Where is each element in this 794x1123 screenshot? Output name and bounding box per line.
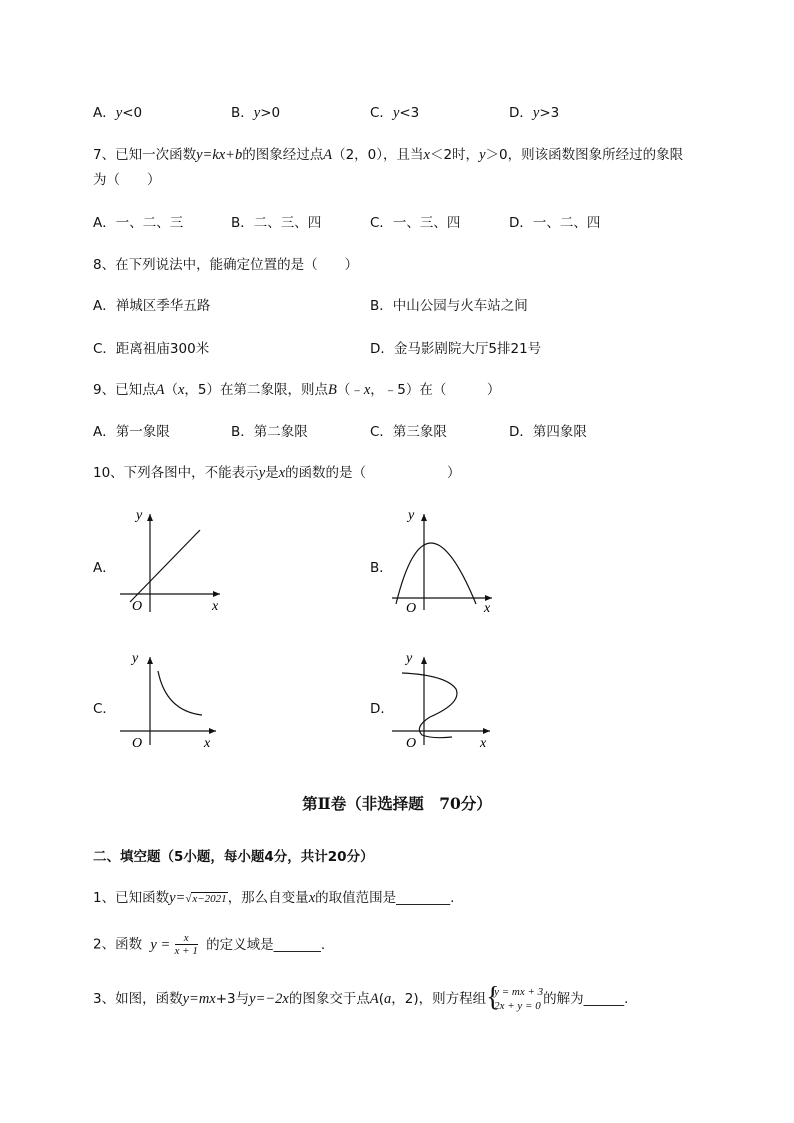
- x-axis-label: x: [204, 736, 211, 751]
- stem-text: 3、如图，函数: [93, 991, 183, 1007]
- q7-option-d: D．一、二、四: [509, 215, 601, 231]
- y-axis-label: y: [132, 651, 139, 666]
- fill-question-3: [93, 982, 629, 1013]
- graph-c: [112, 645, 227, 755]
- formula: y=: [169, 890, 186, 906]
- formula: x: [278, 465, 286, 481]
- q6-option-d: [509, 101, 559, 122]
- formula: A: [369, 991, 379, 1007]
- stem-text: +3与: [215, 991, 250, 1007]
- equation-system: [486, 982, 544, 1013]
- q8-option-d: D．金马影剧院大厅5排21号: [370, 341, 542, 357]
- option-text: >3: [539, 105, 560, 121]
- formula: B: [327, 382, 337, 398]
- stem-text: ＞0，则该函数图象所经过的象限: [485, 147, 684, 163]
- stem-text: 10、下列各图中，不能表示: [93, 465, 259, 481]
- origin-label: O: [406, 736, 417, 751]
- q9-option-d: D．第四象限: [509, 424, 587, 440]
- question-10-stem: [93, 461, 461, 482]
- option-label: D．: [509, 105, 533, 121]
- q8-option-c: C．距离祖庙300米: [93, 341, 210, 357]
- section-heading: 二、填空题（5小题，每小题4分，共计20分）: [93, 849, 374, 865]
- option-text: <0: [122, 105, 143, 121]
- stem-text: 的取值范围是________.: [315, 890, 455, 906]
- stem-text: ，﹣5）在（ ）: [370, 382, 501, 398]
- option-var: y: [253, 105, 261, 121]
- fill-question-1: [93, 886, 454, 907]
- parabola-curve: [396, 543, 476, 604]
- graph-b: [386, 502, 501, 617]
- formula: A: [323, 147, 333, 163]
- graph-a-label: A．: [93, 560, 116, 576]
- option-label: A．: [93, 105, 116, 121]
- question-8-stem: 8、在下列说法中，能确定位置的是（ ）: [93, 257, 359, 273]
- graph-d: [386, 645, 501, 755]
- option-var: y: [115, 105, 123, 121]
- stem-text: 2、函数: [93, 936, 143, 953]
- hyperbola-curve: [158, 671, 202, 715]
- y-axis-arrow-icon: [147, 657, 153, 664]
- q7-option-a: A．一、二、三: [93, 215, 184, 231]
- stem-text: ，2)，则方程组: [391, 991, 487, 1007]
- option-var: y: [392, 105, 400, 121]
- formula: x: [423, 147, 430, 163]
- formula: A: [155, 382, 165, 398]
- denominator: x + 1: [174, 945, 198, 957]
- y-axis-arrow-icon: [421, 657, 427, 664]
- graph-b-label: B．: [370, 560, 393, 576]
- linear-curve: [130, 530, 200, 602]
- question-7-stem-line2: 为（ ）: [93, 172, 161, 188]
- stem-text: ，5）在第二象限，则点: [184, 382, 328, 398]
- y-axis-label: y: [136, 508, 143, 523]
- x-axis-arrow-icon: [209, 728, 216, 734]
- stem-text: 的函数的是（ ）: [285, 465, 461, 481]
- origin-label: O: [132, 599, 143, 614]
- sqrt-expression: √x−2021: [185, 893, 227, 905]
- formula: y=kx+b: [196, 147, 243, 163]
- origin-label: O: [406, 601, 417, 616]
- option-text: <3: [399, 105, 420, 121]
- q9-option-b: B．第二象限: [231, 424, 308, 440]
- equation-1: y = mx + 3: [494, 986, 544, 998]
- q9-option-a: A．第一象限: [93, 424, 170, 440]
- x-axis-label: x: [480, 736, 487, 751]
- graph-c-label: C．: [93, 701, 116, 717]
- formula: x: [308, 890, 316, 906]
- stem-text: (: [378, 991, 384, 1007]
- formula: a: [383, 991, 392, 1007]
- stem-text: 的图象交于点: [288, 991, 370, 1007]
- y-axis-label: y: [408, 508, 415, 523]
- fill-question-2: [93, 932, 325, 957]
- q7-option-c: C．一、三、四: [370, 215, 461, 231]
- stem-text: （﹣: [336, 382, 364, 398]
- q6-option-b: [231, 101, 280, 122]
- q6-option-a: [93, 101, 142, 122]
- formula: y: [258, 465, 266, 481]
- x-axis-label: x: [484, 601, 491, 616]
- stem-text: ，那么自变量: [227, 890, 309, 906]
- question-9-stem: [93, 378, 500, 399]
- y-axis-label: y: [406, 651, 413, 666]
- q6-option-c: [370, 101, 419, 122]
- section-title: 第Ⅱ卷（非选择题 70分）: [302, 794, 492, 813]
- formula: x: [177, 382, 185, 398]
- x-axis-arrow-icon: [213, 591, 220, 597]
- stem-text: 的解为______.: [543, 991, 629, 1007]
- stem-text: 是: [265, 465, 279, 481]
- stem-text: 的图象经过点: [242, 147, 324, 163]
- y-axis-arrow-icon: [147, 514, 153, 521]
- stem-text: 1、已知函数: [93, 890, 170, 906]
- x-axis-label: x: [212, 599, 219, 614]
- fraction: [175, 932, 198, 957]
- brace-icon: {: [486, 982, 500, 1013]
- y-axis-arrow-icon: [421, 514, 427, 521]
- formula: y=−2x: [249, 991, 289, 1007]
- stem-text: ＜2时，: [429, 147, 480, 163]
- stem-text: 9、已知点: [93, 382, 156, 398]
- graph-d-label: D．: [370, 701, 394, 717]
- question-7-stem: [93, 143, 683, 164]
- radicand: x−2021: [192, 893, 227, 905]
- formula: y =: [150, 936, 171, 953]
- equation-2: 2x + y = 0: [494, 1000, 541, 1012]
- stem-text: 7、已知一次函数: [93, 147, 197, 163]
- numerator: x: [175, 932, 198, 945]
- graph-a: [112, 502, 227, 617]
- option-label: C．: [370, 105, 393, 121]
- q7-option-b: B．二、三、四: [231, 215, 322, 231]
- option-var: y: [532, 105, 540, 121]
- s-curve: [402, 673, 457, 738]
- stem-text: （: [164, 382, 178, 398]
- formula: x: [363, 382, 371, 398]
- q8-option-a: A．禅城区季华五路: [93, 298, 211, 314]
- stem-text: （2，0），且当: [332, 147, 424, 163]
- q9-option-c: C．第三象限: [370, 424, 447, 440]
- stem-text: 的定义域是_______.: [206, 936, 326, 953]
- q8-option-b: B．中山公园与火车站之间: [370, 298, 528, 314]
- option-label: B．: [231, 105, 254, 121]
- formula: y: [479, 147, 486, 163]
- x-axis-arrow-icon: [483, 728, 490, 734]
- option-text: >0: [260, 105, 281, 121]
- origin-label: O: [132, 736, 143, 751]
- formula: y=mx: [182, 991, 216, 1007]
